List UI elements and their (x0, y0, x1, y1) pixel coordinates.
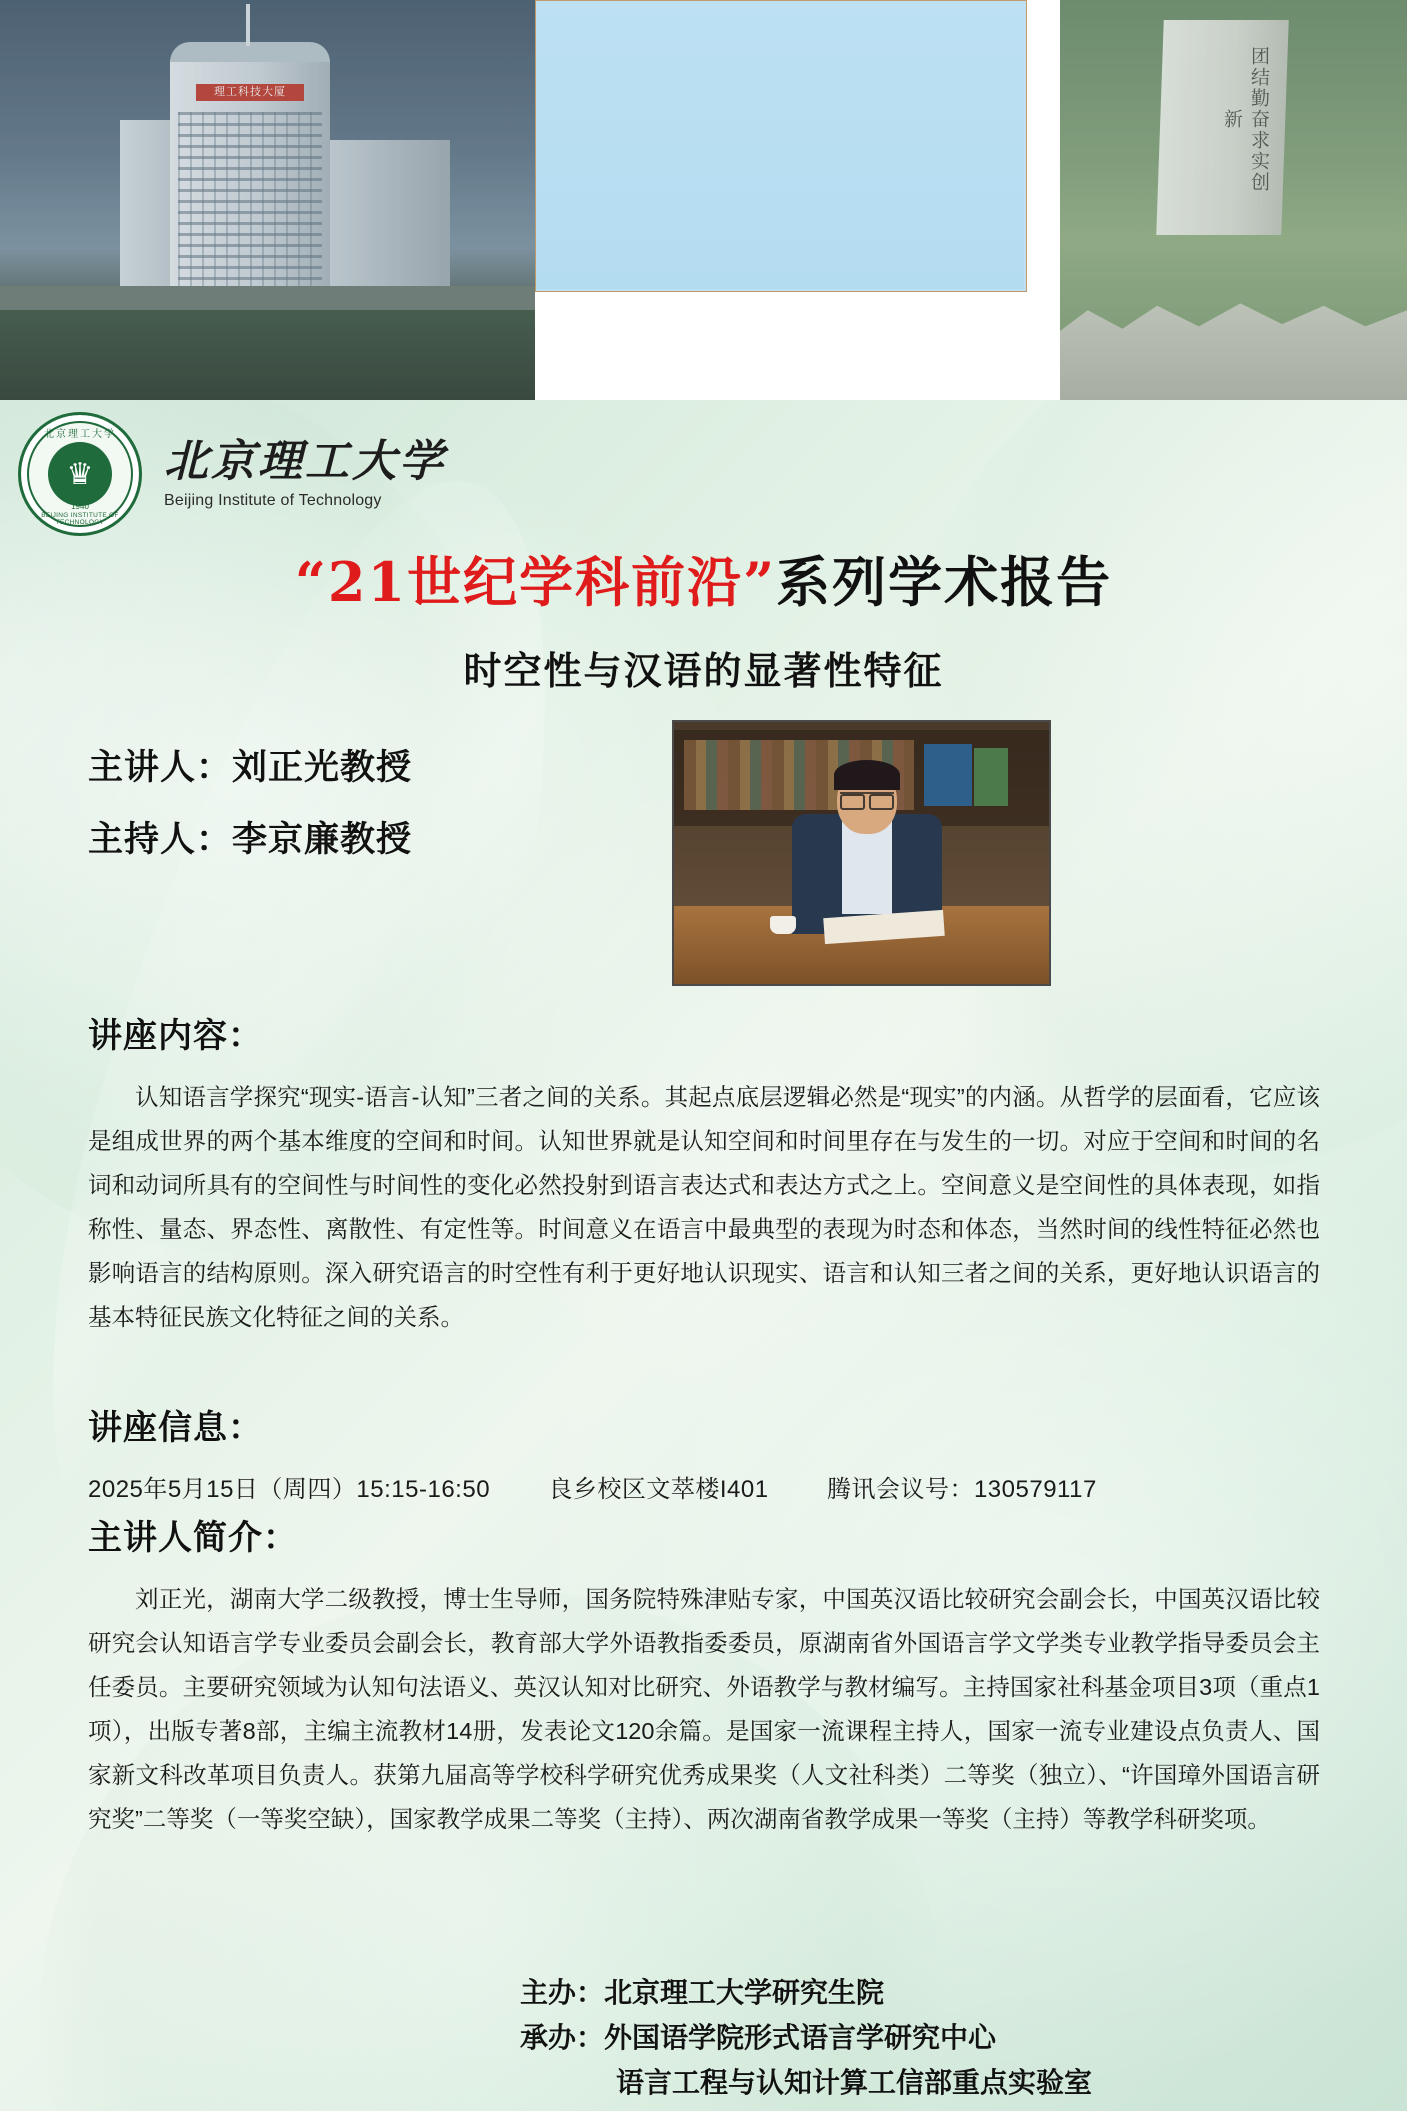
speaker-block (88, 740, 412, 884)
content-section-label: 讲座内容： (88, 1017, 263, 1055)
content-section-body (88, 1075, 1320, 1339)
glasses-icon (840, 792, 894, 806)
lecture-content-section (88, 1008, 1320, 1339)
organizers-block (520, 1970, 1092, 2105)
university-name-cn: 北京理工大学 (164, 435, 446, 487)
university-seal-icon (18, 412, 142, 536)
seal-year: 1940 (71, 502, 89, 511)
seal-emblem-icon: ♛ (48, 442, 112, 506)
series-title-quoted: “21世纪学科前沿” (294, 550, 777, 614)
university-name-block (164, 435, 446, 510)
university-branding (18, 412, 446, 536)
bio-paragraph: 刘正光，湖南大学二级教授，博士生导师，国务院特殊津贴专家，中国英汉语比较研究会副会长，中国英汉语比较研究会认知语言学专业委员会副会长，教育部大学外语教指委委员，原湖南省外国语言学文学类专业教学指导委员会主任委员。主要研究领域为认知句法语义、英汉认知对比研究、外语教学与教材编写。主持国家社科基金项目3项（重点1项），出版专著8部，主编主流教材14册，发表论文120余篇。是国家一流课程主持人，国家一流专业建设点负责人、国家新文科改革项目负责人。获第九届高等学校科学研究优秀成果奖（人文社科类）二等奖（独立）、“许国璋外国语言研究奖”二等奖（一等奖空缺），国家教学成果二等奖（主持）、两次湖南省教学成果一等奖（主持）等教学科研奖项。 (88, 1586, 1320, 1832)
host-name-line: 主持人：李京廉教授 (88, 820, 413, 859)
header-photo-band (0, 0, 1407, 400)
info-place: 良乡校区文萃楼I401 (548, 1476, 769, 1503)
series-title (0, 540, 1407, 617)
bio-section-body (88, 1577, 1320, 1841)
info-datetime: 2025年5月15日（周四）15:15-16:50 (88, 1476, 491, 1503)
monument-inscription: 团结勤奋求实创新 (1221, 45, 1270, 193)
seal-top-text: 北京理工大学 (44, 429, 116, 440)
blue-panel-fill (536, 1, 1024, 289)
portrait-hair (834, 760, 900, 790)
book-green (974, 748, 1008, 806)
info-line (88, 1469, 1097, 1504)
seal-bottom-text: BEIJING INSTITUTE OF TECHNOLOGY (41, 512, 119, 526)
photo-overlay (0, 0, 535, 400)
university-name-en: Beijing Institute of Technology (164, 492, 382, 510)
info-section-label: 讲座信息： (88, 1409, 263, 1447)
building-sign: 理工科技大厦 (196, 84, 304, 101)
book-blue (924, 744, 972, 806)
blue-panel-photo (535, 0, 1060, 400)
speaker-bio-section (88, 1510, 1320, 1841)
co-organization-lab: 语言工程与认知计算工信部重点实验室 (616, 2067, 1093, 2098)
bio-section-label: 主讲人简介： (88, 1519, 298, 1557)
poster-body (0, 400, 1407, 2111)
content-paragraph: 认知语言学探究“现实-语言-认知”三者之间的关系。其起点底层逻辑必然是“现实”的内涵。从哲学的层面看，它应该是组成世界的两个基本维度的空间和时间。认知世界就是认知空间和时间里存在与发生的一切。对应于空间和时间的名词和动词所具有的空间性与时间性的变化必然投射到语言表达式和表达方式之上。空间意义是空间性的具体表现，如指称性、量态、界态性、离散性、有定性等。时间意义在语言中最典型的表现为时态和体态，当然时间的线性特征必然也影响语言的结构原则。深入研究语言的时空性有利于更好地认识现实、语言和认知三者之间的关系，更好地认识语言的基本特征民族文化特征之间的关系。 (88, 1084, 1320, 1330)
campus-monument-photo (1060, 0, 1407, 400)
campus-building-photo (0, 0, 535, 400)
lecture-title: 时空性与汉语的显著性特征 (463, 651, 944, 693)
host-organization: 主办：北京理工大学研究生院 (520, 1977, 885, 2008)
coffee-cup-icon (770, 916, 796, 934)
series-title-rest: 系列学术报告 (776, 550, 1113, 614)
co-organization: 承办：外国语学院形式语言学研究中心 (520, 2022, 997, 2053)
lecture-info-section (88, 1400, 1097, 1504)
blue-panel-frame (535, 0, 1027, 292)
photo-overlay (1060, 0, 1407, 400)
info-meeting-id: 腾讯会议号：130579117 (826, 1476, 1097, 1503)
speaker-portrait (672, 720, 1051, 986)
speaker-name-line: 主讲人：刘正光教授 (88, 748, 413, 787)
